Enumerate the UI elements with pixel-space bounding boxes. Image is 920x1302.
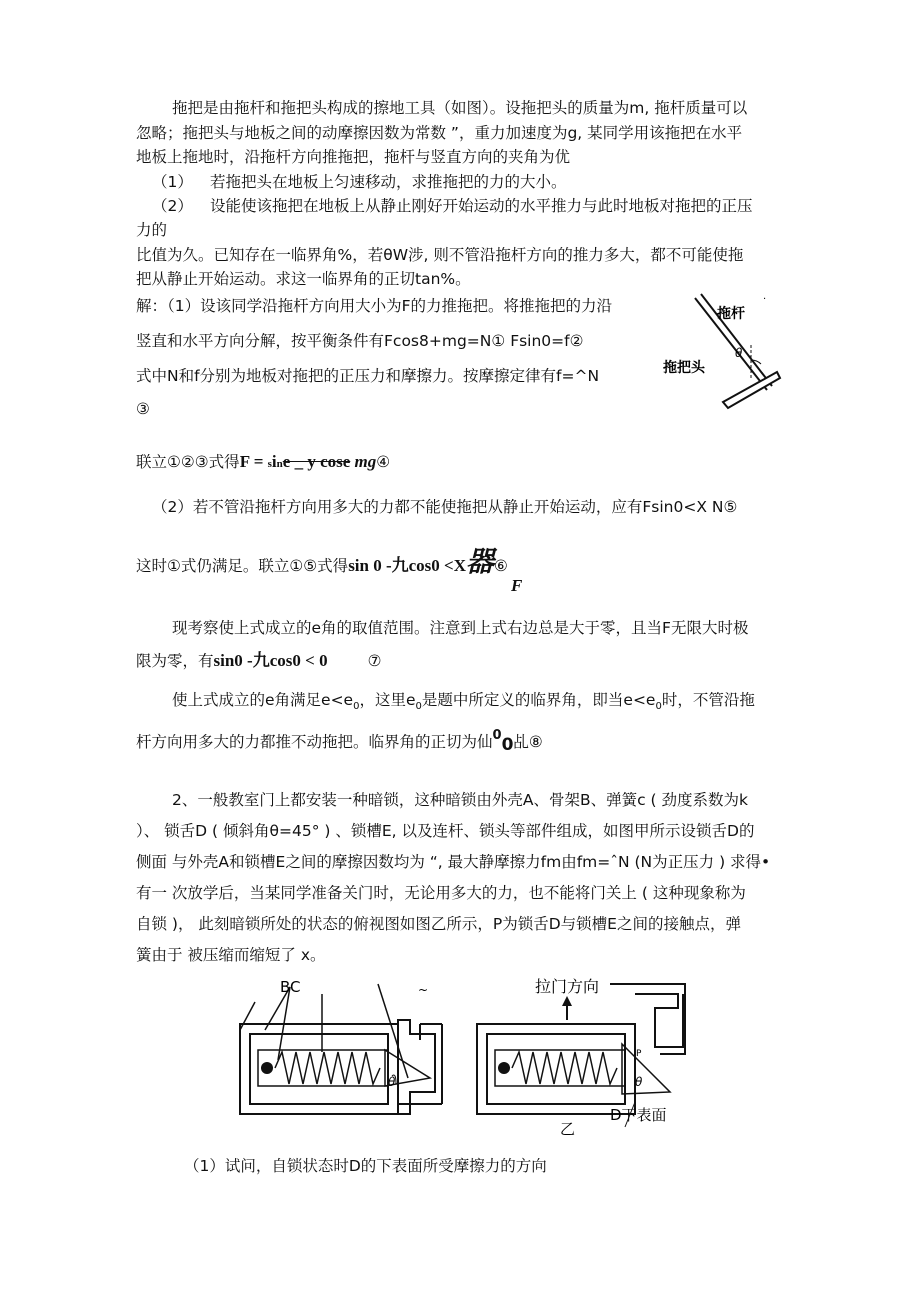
pointer-d — [378, 984, 408, 1078]
solution-line3-mark: ③ — [136, 400, 150, 418]
label-pull-direction: 拉门方向 — [535, 977, 600, 996]
problem1-q2-part1: 设能使该拖把在地板上从静止刚好开始运动的水平推力与此时地板对拖把的正压 — [210, 197, 753, 215]
problem2-line6: 簧由于 被压缩而缩短了 x。 — [136, 946, 326, 964]
lock-figure-yi — [477, 977, 685, 1138]
svg-text:~: ~ — [418, 983, 429, 997]
solution-line5: （2）若不管沿拖杆方向用多大的力都不能使拖把从静止开始运动，应有Fsin0<X N⑤ — [152, 498, 738, 516]
problem1-q1-number: （1） — [152, 173, 193, 191]
solution-line10: 杆方向用多大的力都推不动拖把。临界角的正切为仙$^0$0乩⑧ — [136, 728, 543, 755]
solution-line7: 现考察使上式成立的e角的取值范围。注意到上式右边总是大于零，且当F无限大时极 — [172, 619, 749, 637]
solution-line3: 式中N和f分别为地板对拖把的正压力和摩擦力。按摩擦定律有f=^N — [136, 367, 600, 385]
pointer-a — [240, 1002, 255, 1030]
latch-slot-e — [398, 1020, 435, 1114]
theta-b: θ — [635, 1075, 643, 1089]
latch-slot-e-yi — [635, 994, 683, 1047]
problem1-q2-number: （2） — [152, 197, 193, 215]
label-mop-head: 拖把头 — [663, 360, 705, 376]
problem1-q2-part2: 力的 — [136, 221, 168, 239]
problem2-line5: 自锁 )， 此刻暗锁所处的状态的俯视图如图乙所示，P为锁舌D与锁槽E之间的接触点，弹 — [136, 915, 741, 933]
pull-arrowhead — [562, 996, 572, 1006]
solution-line4: 联立①②③式得F = sine _ y cose mg④ — [136, 452, 391, 471]
latch-d-yi — [622, 1044, 670, 1094]
solution-line2: 竖直和水平方向分解，按平衡条件有Fcos8+mg=N① Fsin0=f② — [136, 332, 584, 350]
solution-line9: 使上式成立的e角满足$e<e_0$，这里$e_0$是题中所定义的临界角，即当$e<e_0$时，不管沿拖 — [172, 691, 755, 713]
spring-c — [275, 1052, 380, 1084]
pivot-dot — [261, 1062, 273, 1074]
lock-figures — [230, 972, 700, 1142]
problem1-line2: 忽略；拖把头与地板之间的动摩擦因数为常数 ”，重力加速度为g, 某同学用该拖把在水平 — [136, 124, 743, 142]
solution-line8: 限为零，有sin0 -九cos0 < 0 ⑦ — [136, 651, 382, 670]
problem1-q1: 若拖把头在地板上匀速移动，求推拖把的力的大小。 — [210, 173, 567, 191]
problem1-line5: 把从静止开始运动。求这一临界角的正切tan%。 — [136, 270, 471, 288]
solution-line1: 解：（1）设该同学沿拖杆方向用大小为F的力推拖把。将推拖把的力沿 — [136, 297, 613, 315]
lock-figure-jia — [240, 978, 442, 1114]
fraction-denominator: F — [511, 576, 523, 595]
problem2-line4: 有一 次放学后，当某同学准备关门时，无论用多大的力，也不能将门关上 ( 这种现象称为 — [136, 884, 746, 902]
label-theta: θ — [735, 346, 743, 360]
label-yi: 乙 — [560, 1120, 576, 1138]
problem1-line3: 地板上拖地时，沿拖杆方向推拖把，拖杆与竖直方向的夹角为优 — [136, 148, 571, 166]
problem1-line4: 比值为久。已知存在一临界角%，若θW涉, 则不管沿拖杆方向的推力多大，都不可能使拖 — [136, 246, 744, 264]
problem2-line2: ）、 锁舌D ( 倾斜角θ=45° ) 、锁槽E, 以及连杆、锁头等部件组成，如图甲所示设锁舌D的 — [136, 822, 755, 840]
solution-line6: 这时①式仍满足。联立①⑤式得sin 0 -九cos0 <X器⑥ — [136, 545, 508, 578]
label-d-lower-surface: D下表面 — [610, 1106, 667, 1124]
label-mop-rod: 拖杆 — [717, 306, 745, 322]
label-p: P — [636, 1049, 642, 1059]
problem1-line1: 拖把是由拖杆和拖把头构成的擦地工具（如图）。设拖把头的质量为m, 拖杆质量可以 — [172, 99, 748, 117]
problem2-line1: 2、一般教室门上都安装一种暗锁，这种暗锁由外壳A、骨架B、弹簧c ( 劲度系数为k — [172, 791, 749, 809]
fraction-numerator: 器 — [466, 545, 495, 578]
theta-a: θ — [388, 1075, 396, 1089]
label-bc: BC — [280, 978, 301, 996]
problem2-q1: （1）试问，自锁状态时D的下表面所受摩擦力的方向 — [184, 1157, 547, 1175]
problem2-line3: 侧面 与外壳A和锁槽E之间的摩擦因数均为 “, 最大静摩擦力fm由fm=ˆN (N为正压力 ) 求得• — [136, 853, 771, 871]
mop-figure — [655, 290, 785, 415]
svg-text:·: · — [763, 294, 767, 305]
